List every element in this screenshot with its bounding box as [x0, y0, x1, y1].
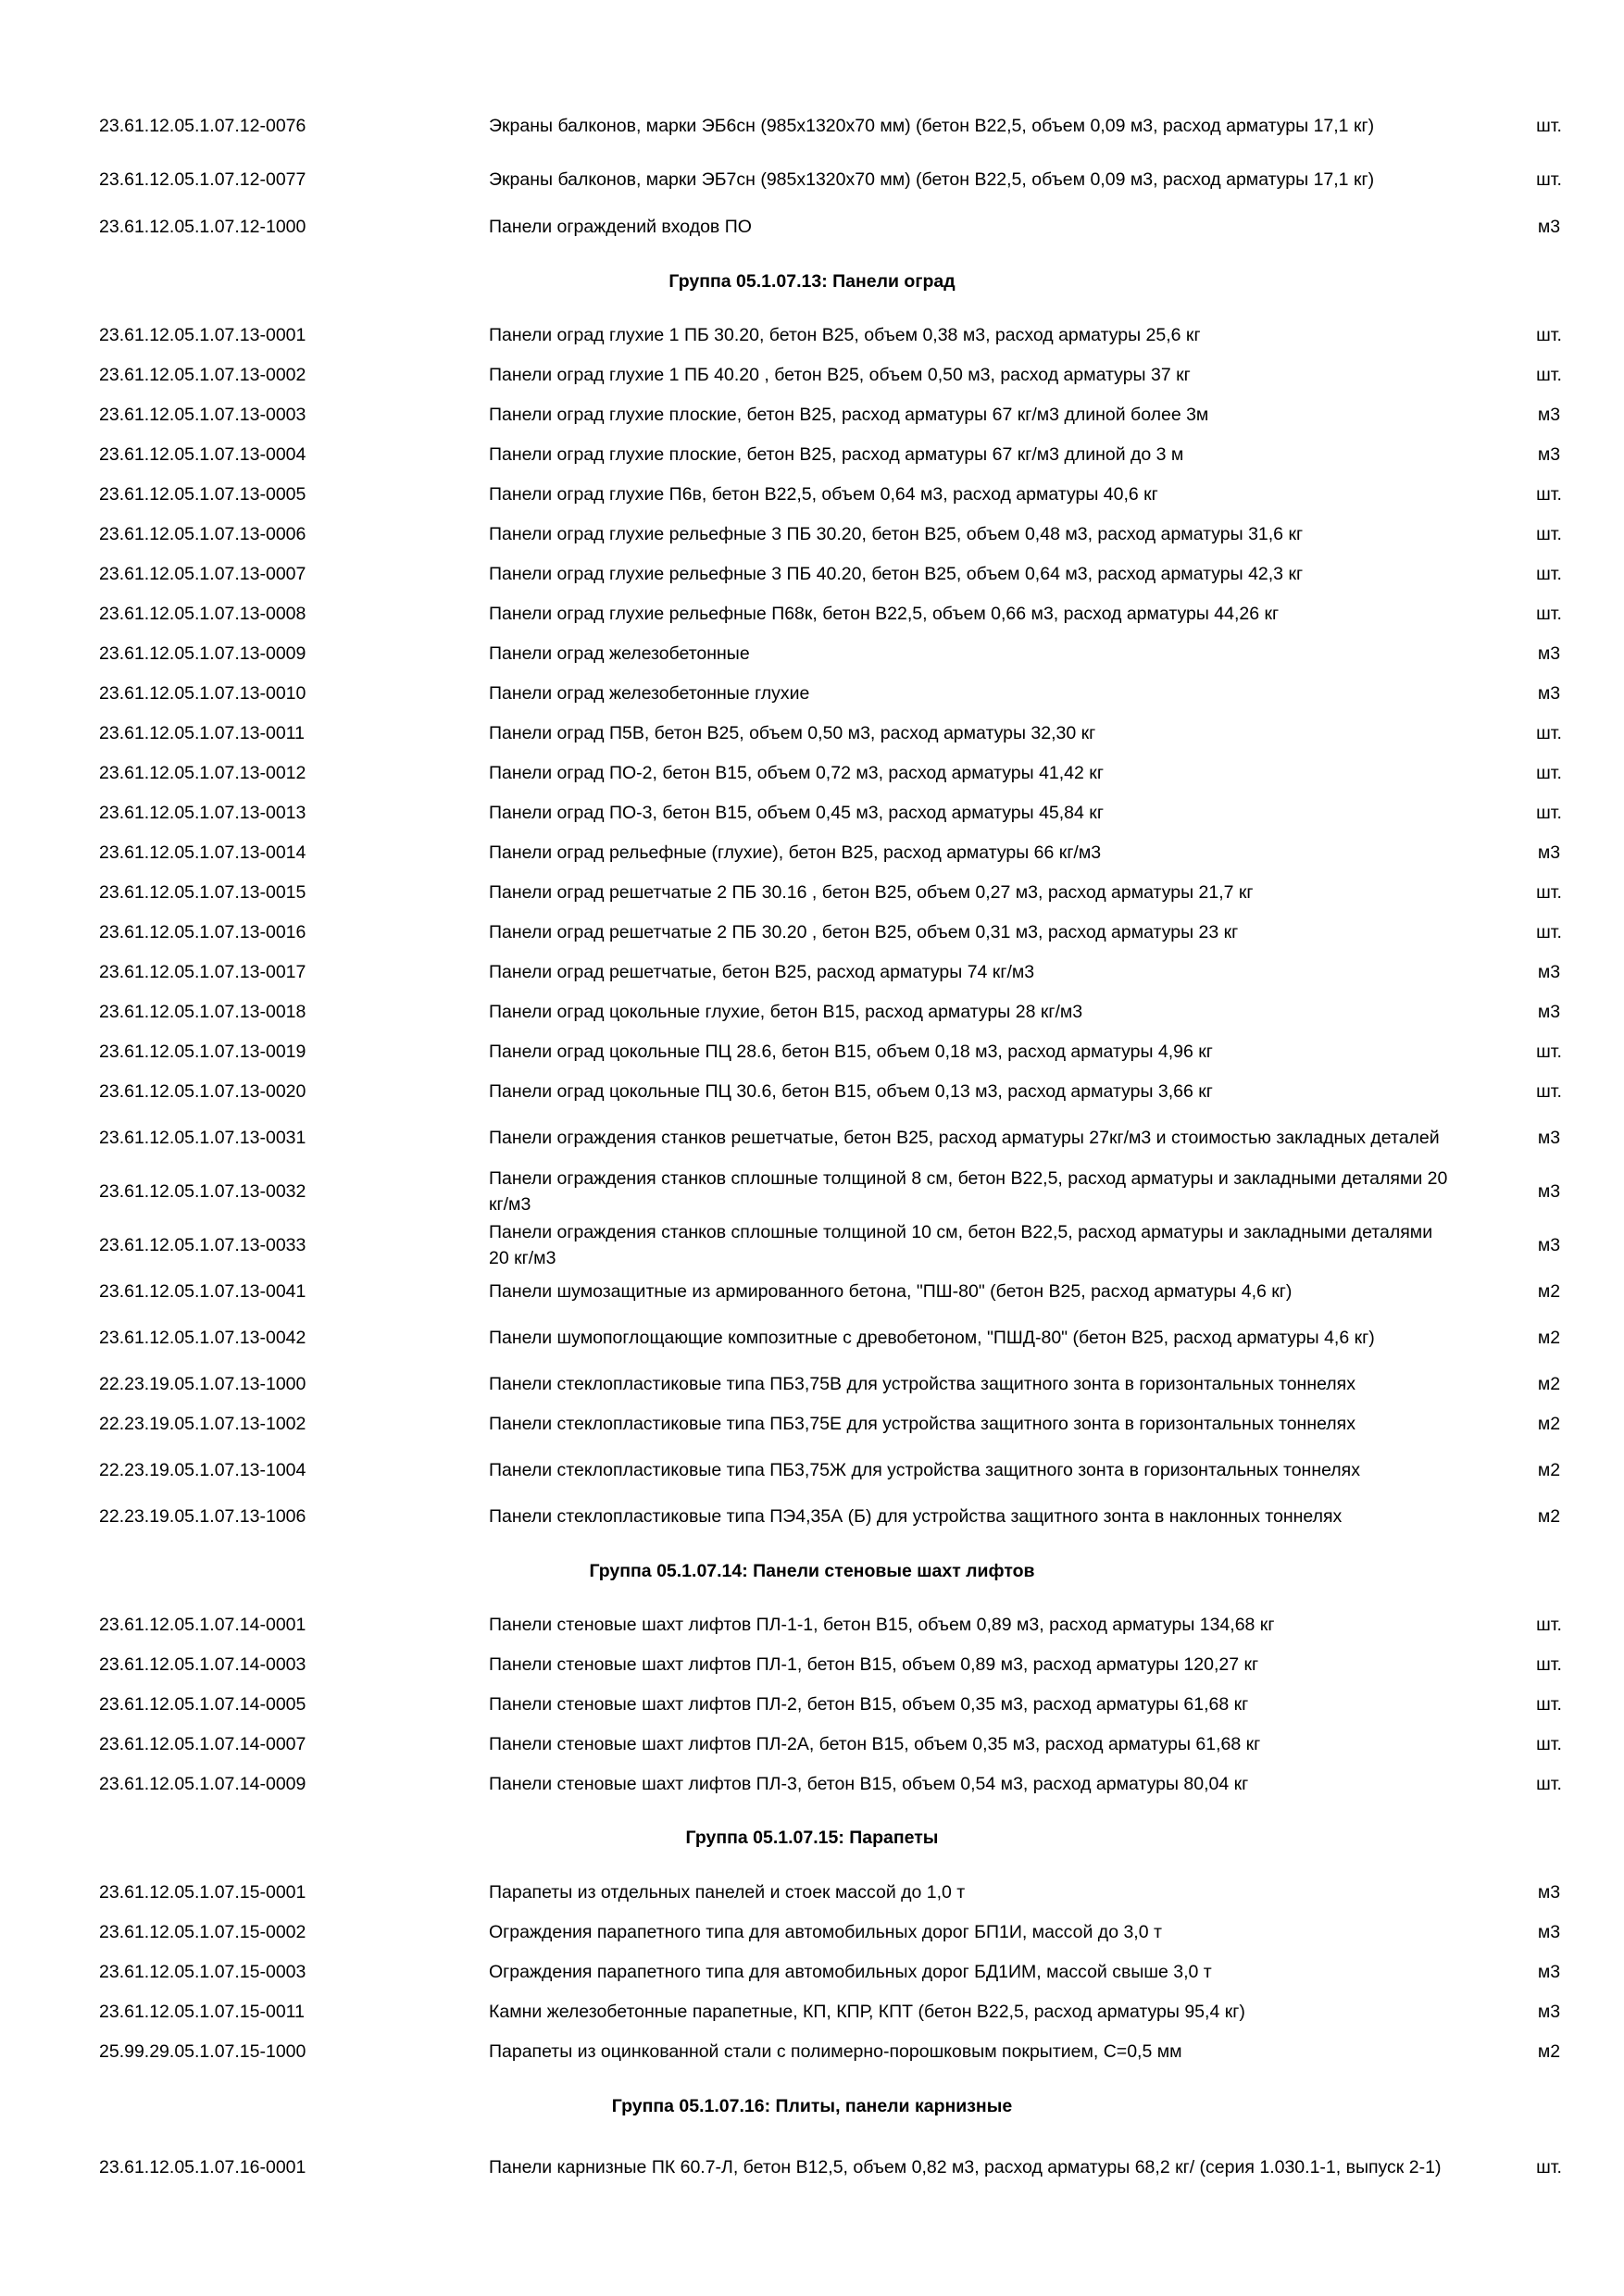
item-unit: шт. — [1536, 763, 1562, 783]
item-code: 23.61.12.05.1.07.13-0018 — [99, 1002, 306, 1022]
item-code: 23.61.12.05.1.07.15-0001 — [99, 1882, 306, 1903]
item-description: Панели оград рельефные (глухие), бетон В25, расход арматуры 66 кг/м3 — [489, 842, 1102, 863]
item-code: 22.23.19.05.1.07.13-1000 — [99, 1374, 306, 1394]
item-code: 23.61.12.05.1.07.15-0003 — [99, 1962, 306, 1982]
item-unit: шт. — [1536, 922, 1562, 942]
item-code: 23.61.12.05.1.07.13-0002 — [99, 365, 306, 385]
item-description: Панели стеклопластиковые типа ПБ3,75Е для устройства защитного зонта в горизонтальных тоннелях — [489, 1414, 1355, 1434]
item-code: 23.61.12.05.1.07.13-0010 — [99, 683, 306, 704]
item-code: 23.61.12.05.1.07.14-0009 — [99, 1774, 306, 1794]
item-description: Панели оград цокольные глухие, бетон В15, расход арматуры 28 кг/м3 — [489, 1002, 1083, 1022]
item-unit: шт. — [1536, 1774, 1562, 1794]
item-unit: м3 — [1537, 1128, 1561, 1148]
item-description: Панели оград глухие плоские, бетон В25, расход арматуры 67 кг/м3 длиной более 3м — [489, 405, 1209, 425]
item-code: 23.61.12.05.1.07.13-0014 — [99, 842, 306, 863]
item-code: 23.61.12.05.1.07.13-0017 — [99, 962, 306, 982]
item-code: 23.61.12.05.1.07.14-0007 — [99, 1734, 306, 1754]
item-description: Парапеты из оцинкованной стали с полимерно-порошковым покрытием, С=0,5 мм — [489, 2041, 1182, 2062]
item-unit: шт. — [1536, 564, 1562, 584]
item-unit: м2 — [1537, 1460, 1561, 1480]
item-unit: м3 — [1537, 1235, 1561, 1255]
item-description: Ограждения парапетного типа для автомобильных дорог БД1ИМ, массой свыше 3,0 т — [489, 1962, 1212, 1982]
item-unit: м3 — [1537, 643, 1561, 664]
item-code: 23.61.12.05.1.07.13-0012 — [99, 763, 306, 783]
item-unit: м2 — [1537, 1281, 1561, 1302]
item-code: 23.61.12.05.1.07.12-0077 — [99, 169, 306, 190]
item-unit: шт. — [1536, 524, 1562, 544]
group-heading: Группа 05.1.07.14: Панели стеновые шахт лифтов — [589, 1561, 1035, 1581]
item-code: 23.61.12.05.1.07.13-0006 — [99, 524, 306, 544]
item-description: Панели оград глухие плоские, бетон В25, расход арматуры 67 кг/м3 длиной до 3 м — [489, 444, 1184, 465]
item-unit: шт. — [1536, 1654, 1562, 1675]
item-unit: шт. — [1536, 723, 1562, 743]
item-description: Панели ограждения станков сплошные толщиной 10 см, бетон В22,5, расход арматуры и закладными деталями 20 кг/м3 — [489, 1222, 1433, 1268]
item-unit: шт. — [1536, 1694, 1562, 1715]
item-code: 23.61.12.05.1.07.15-0011 — [99, 2002, 305, 2022]
item-unit: м3 — [1537, 1002, 1561, 1022]
item-description: Панели стеклопластиковые типа ПБ3,75В для устройства защитного зонта в горизонтальных тоннелях — [489, 1374, 1355, 1394]
item-unit: шт. — [1536, 1734, 1562, 1754]
item-description: Панели оград цокольные ПЦ 28.6, бетон В15, объем 0,18 м3, расход арматуры 4,96 кг — [489, 1042, 1213, 1062]
item-description: Панели оград П5В, бетон В25, объем 0,50 м3, расход арматуры 32,30 кг — [489, 723, 1096, 743]
item-code: 23.61.12.05.1.07.12-0076 — [99, 116, 306, 136]
item-code: 23.61.12.05.1.07.14-0003 — [99, 1654, 306, 1675]
item-unit: м2 — [1537, 2041, 1561, 2062]
item-unit: м2 — [1537, 1414, 1561, 1434]
item-description: Экраны балконов, марки ЭБ7сн (985х1320х70 мм) (бетон В22,5, объем 0,09 м3, расход арматуры 17,1 кг) — [489, 169, 1375, 190]
item-unit: шт. — [1536, 803, 1562, 823]
item-description: Панели оград глухие рельефные П68к, бетон В22,5, объем 0,66 м3, расход арматуры 44,26 кг — [489, 604, 1280, 624]
item-code: 23.61.12.05.1.07.13-0011 — [99, 723, 305, 743]
item-code: 23.61.12.05.1.07.13-0003 — [99, 405, 306, 425]
group-heading: Группа 05.1.07.16: Плиты, панели карнизные — [611, 2096, 1013, 2116]
item-unit: м2 — [1537, 1506, 1561, 1527]
item-code: 23.61.12.05.1.07.14-0001 — [99, 1615, 306, 1635]
item-unit: м3 — [1537, 1922, 1561, 1942]
item-description: Панели оград ПО-3, бетон В15, объем 0,45 м3, расход арматуры 45,84 кг — [489, 803, 1104, 823]
item-code: 23.61.12.05.1.07.13-0042 — [99, 1328, 306, 1348]
item-description: Парапеты из отдельных панелей и стоек массой до 1,0 т — [489, 1882, 966, 1903]
item-description: Панели шумозащитные из армированного бетона, "ПШ-80" (бетон В25, расход арматуры 4,6 кг) — [489, 1281, 1293, 1302]
item-unit: шт. — [1536, 325, 1562, 345]
item-unit: м3 — [1537, 1181, 1561, 1202]
item-description: Панели оград глухие рельефные 3 ПБ 30.20, бетон В25, объем 0,48 м3, расход арматуры 31,6 кг — [489, 524, 1304, 544]
item-unit: м3 — [1537, 217, 1561, 237]
item-code: 23.61.12.05.1.07.13-0013 — [99, 803, 306, 823]
item-description: Панели оград решетчатые, бетон В25, расход арматуры 74 кг/м3 — [489, 962, 1035, 982]
item-description: Панели стеновые шахт лифтов ПЛ-2, бетон В15, объем 0,35 м3, расход арматуры 61,68 кг — [489, 1694, 1249, 1715]
group-heading: Группа 05.1.07.15: Парапеты — [685, 1828, 939, 1848]
item-unit: шт. — [1536, 1081, 1562, 1102]
item-code: 22.23.19.05.1.07.13-1002 — [99, 1414, 306, 1434]
item-description: Панели оград ПО-2, бетон В15, объем 0,72 м3, расход арматуры 41,42 кг — [489, 763, 1104, 783]
item-description: Панели ограждений входов ПО — [489, 217, 752, 237]
item-code: 23.61.12.05.1.07.13-0001 — [99, 325, 306, 345]
item-code: 22.23.19.05.1.07.13-1006 — [99, 1506, 306, 1527]
item-description: Панели оград глухие 1 ПБ 40.20 , бетон В25, объем 0,50 м3, расход арматуры 37 кг — [489, 365, 1191, 385]
item-code: 23.61.12.05.1.07.16-0001 — [99, 2157, 306, 2177]
item-unit: шт. — [1536, 2157, 1562, 2177]
item-code: 23.61.12.05.1.07.13-0009 — [99, 643, 306, 664]
item-code: 23.61.12.05.1.07.13-0004 — [99, 444, 306, 465]
item-description: Панели оград решетчатые 2 ПБ 30.16 , бетон В25, объем 0,27 м3, расход арматуры 21,7 кг — [489, 882, 1254, 903]
item-unit: шт. — [1536, 365, 1562, 385]
group-heading: Группа 05.1.07.13: Панели оград — [668, 271, 956, 292]
item-description: Панели оград глухие П6в, бетон В22,5, объем 0,64 м3, расход арматуры 40,6 кг — [489, 484, 1158, 505]
item-unit: шт. — [1536, 1042, 1562, 1062]
item-code: 23.61.12.05.1.07.15-0002 — [99, 1922, 306, 1942]
item-code: 23.61.12.05.1.07.13-0033 — [99, 1235, 306, 1255]
item-unit: шт. — [1536, 882, 1562, 903]
item-unit: м3 — [1537, 683, 1561, 704]
item-unit: м2 — [1537, 1374, 1561, 1394]
item-description: Панели шумопоглощающие композитные с древобетоном, "ПШД-80" (бетон В25, расход арматуры 4,6 кг) — [489, 1328, 1375, 1348]
item-code: 23.61.12.05.1.07.13-0041 — [99, 1281, 306, 1302]
item-description: Панели ограждения станков сплошные толщиной 8 см, бетон В22,5, расход арматуры и закладными деталями 20 кг/м3 — [489, 1168, 1448, 1215]
item-code: 25.99.29.05.1.07.15-1000 — [99, 2041, 306, 2062]
item-description: Панели карнизные ПК 60.7-Л, бетон В12,5, объем 0,82 м3, расход арматуры 68,2 кг/ (серия 1.030.1-1, выпуск 2-1) — [489, 2157, 1442, 2177]
item-description: Панели оград решетчатые 2 ПБ 30.20 , бетон В25, объем 0,31 м3, расход арматуры 23 кг — [489, 922, 1239, 942]
item-code: 23.61.12.05.1.07.13-0031 — [99, 1128, 306, 1148]
item-description: Панели стеновые шахт лифтов ПЛ-3, бетон В15, объем 0,54 м3, расход арматуры 80,04 кг — [489, 1774, 1249, 1794]
item-description: Панели оград железобетонные глухие — [489, 683, 810, 704]
item-unit: шт. — [1536, 1615, 1562, 1635]
item-code: 23.61.12.05.1.07.12-1000 — [99, 217, 306, 237]
item-code: 23.61.12.05.1.07.13-0016 — [99, 922, 306, 942]
item-description: Ограждения парапетного типа для автомобильных дорог БП1И, массой до 3,0 т — [489, 1922, 1162, 1942]
item-description: Панели стеновые шахт лифтов ПЛ-1-1, бетон В15, объем 0,89 м3, расход арматуры 134,68 кг — [489, 1615, 1275, 1635]
item-description: Панели стеновые шахт лифтов ПЛ-1, бетон В15, объем 0,89 м3, расход арматуры 120,27 кг — [489, 1654, 1259, 1675]
item-unit: м3 — [1537, 444, 1561, 465]
item-unit: м3 — [1537, 405, 1561, 425]
item-description: Экраны балконов, марки ЭБ6сн (985х1320х70 мм) (бетон В22,5, объем 0,09 м3, расход арматуры 17,1 кг) — [489, 116, 1375, 136]
item-unit: шт. — [1536, 116, 1562, 136]
item-code: 23.61.12.05.1.07.13-0032 — [99, 1181, 306, 1202]
item-code: 23.61.12.05.1.07.13-0019 — [99, 1042, 306, 1062]
item-description: Панели стеклопластиковые типа ПБ3,75Ж для устройства защитного зонта в горизонтальных тоннелях — [489, 1460, 1360, 1480]
item-code: 23.61.12.05.1.07.13-0008 — [99, 604, 306, 624]
item-description: Панели оград цокольные ПЦ 30.6, бетон В15, объем 0,13 м3, расход арматуры 3,66 кг — [489, 1081, 1213, 1102]
item-unit: м3 — [1537, 1962, 1561, 1982]
item-description: Камни железобетонные парапетные, КП, КПР, КПТ (бетон В22,5, расход арматуры 95,4 кг) — [489, 2002, 1245, 2022]
item-unit: шт. — [1536, 484, 1562, 505]
item-unit: м3 — [1537, 2002, 1561, 2022]
item-unit: м2 — [1537, 1328, 1561, 1348]
item-description: Панели оград железобетонные — [489, 643, 750, 664]
item-unit: шт. — [1536, 169, 1562, 190]
item-code: 22.23.19.05.1.07.13-1004 — [99, 1460, 306, 1480]
item-unit: м3 — [1537, 842, 1561, 863]
item-unit: шт. — [1536, 604, 1562, 624]
item-code: 23.61.12.05.1.07.13-0015 — [99, 882, 306, 903]
item-code: 23.61.12.05.1.07.13-0007 — [99, 564, 306, 584]
item-unit: м3 — [1537, 1882, 1561, 1903]
item-code: 23.61.12.05.1.07.14-0005 — [99, 1694, 306, 1715]
item-description: Панели стеклопластиковые типа ПЭ4,35А (Б) для устройства защитного зонта в наклонных тоннелях — [489, 1506, 1343, 1527]
item-code: 23.61.12.05.1.07.13-0020 — [99, 1081, 306, 1102]
item-description: Панели стеновые шахт лифтов ПЛ-2А, бетон В15, объем 0,35 м3, расход арматуры 61,68 кг — [489, 1734, 1261, 1754]
item-description: Панели ограждения станков решетчатые, бетон В25, расход арматуры 27кг/м3 и стоимостью закладных деталей — [489, 1128, 1440, 1148]
item-code: 23.61.12.05.1.07.13-0005 — [99, 484, 306, 505]
item-unit: м3 — [1537, 962, 1561, 982]
item-description: Панели оград глухие рельефные 3 ПБ 40.20, бетон В25, объем 0,64 м3, расход арматуры 42,3 кг — [489, 564, 1304, 584]
item-description: Панели оград глухие 1 ПБ 30.20, бетон В25, объем 0,38 м3, расход арматуры 25,6 кг — [489, 325, 1201, 345]
